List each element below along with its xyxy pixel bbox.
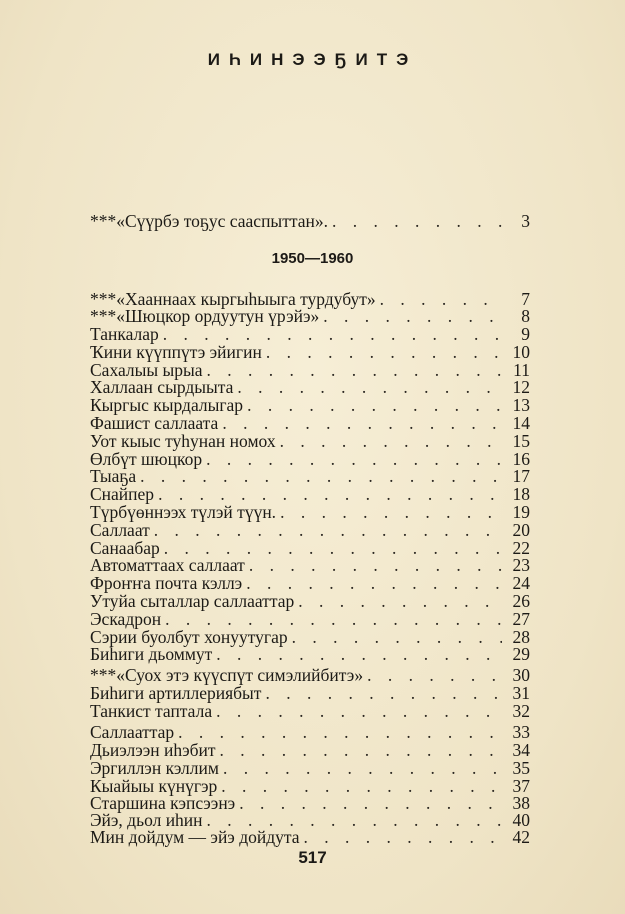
toc-entry-label: Уот кыыс туһунан номох <box>90 431 276 451</box>
toc-entry-page: 16 <box>512 449 530 469</box>
toc-entry-page: 34 <box>512 740 530 760</box>
leader-dots <box>150 521 502 539</box>
toc-entry-label: ***«Сүүрбэ тоҕус сааспыттан». <box>90 211 328 231</box>
leader-dots <box>219 759 502 777</box>
toc-entry <box>90 396 530 414</box>
toc-entry-label: Саллаат <box>90 520 150 540</box>
toc-entry-label: Мин дойдум — эйэ дойдута <box>90 827 300 847</box>
leader-dots <box>294 592 502 610</box>
toc-entry <box>90 521 530 539</box>
leader-dots <box>161 610 502 628</box>
leader-dots <box>276 503 502 521</box>
toc-entry-label: Утуйа сыталлар саллааттар <box>90 591 295 611</box>
toc-entry-label: Эргиллэн кэллим <box>90 758 219 778</box>
toc-entry-label: ***«Суох этэ күүспүт симэлийбитэ» <box>90 665 364 685</box>
toc-entry-label: Түрбүөннээх түлэй түүн. <box>90 502 277 522</box>
toc-entry-page: 23 <box>512 555 530 575</box>
toc-entry <box>90 343 530 361</box>
toc-entry <box>90 828 530 846</box>
toc-entry-page: 17 <box>512 466 530 486</box>
leader-dots <box>216 741 502 759</box>
toc-entry-page: 7 <box>521 289 530 309</box>
toc-entry <box>90 450 530 468</box>
toc-entry <box>90 759 530 777</box>
toc-entry <box>90 592 530 610</box>
toc-entry-page: 3 <box>521 211 530 231</box>
toc-entry-page: 30 <box>512 665 530 685</box>
toc-entry <box>90 610 530 628</box>
toc-entry-page: 32 <box>512 701 530 721</box>
leader-dots <box>212 702 502 720</box>
toc-entry-label: Фроҥҥа почта кэллэ <box>90 573 243 593</box>
toc-entry-page: 27 <box>512 609 530 629</box>
toc-entry-label: Санаабар <box>90 538 160 558</box>
toc-entry-label: Танкалар <box>90 324 159 344</box>
toc-entry-label: Дьиэлээн иһэбит <box>90 740 216 760</box>
toc-entry-page: 33 <box>512 722 530 742</box>
toc-entry-page: 35 <box>512 758 530 778</box>
toc-entry-page: 11 <box>513 360 530 380</box>
leader-dots <box>319 307 502 325</box>
toc-entry-page: 37 <box>512 776 530 796</box>
leader-dots <box>262 343 502 361</box>
page-title: ИҺИНЭЭҔИТЭ <box>207 50 418 69</box>
toc-entry-intro <box>90 212 530 230</box>
leader-dots <box>136 467 502 485</box>
leader-dots <box>242 574 502 592</box>
toc-entry <box>90 741 530 759</box>
leader-dots <box>235 794 502 812</box>
toc-entry <box>90 378 530 396</box>
toc-entry-label: Сахалыы ырыа <box>90 360 203 380</box>
toc-entry-page: 40 <box>512 810 530 830</box>
leader-dots <box>212 645 502 663</box>
leader-dots <box>233 378 502 396</box>
toc-entry <box>90 556 530 574</box>
toc-entry-label: Кыргыс кырдалыгар <box>90 395 244 415</box>
toc-entry-label: Кыайыы күнүгэр <box>90 776 218 796</box>
toc-entry-label: Халлаан сырдыыта <box>90 377 234 397</box>
toc-entry <box>90 723 530 741</box>
toc-entry-page: 15 <box>512 431 530 451</box>
leader-dots <box>276 432 502 450</box>
toc-entry-label: ***«Хааннаах кыргыһыыга турдубут» <box>90 289 376 309</box>
toc-entry-page: 20 <box>512 520 530 540</box>
toc-entry <box>90 645 530 663</box>
toc-entry-label: ***«Шюцкор ордуутун үрэйэ» <box>90 306 320 326</box>
leader-dots <box>217 777 502 795</box>
leader-dots <box>218 414 502 432</box>
page-number: 517 <box>298 848 327 867</box>
leader-dots <box>159 325 502 343</box>
leader-dots <box>202 450 502 468</box>
leader-dots <box>300 828 503 846</box>
toc-entry-label: Фашист саллаата <box>90 413 219 433</box>
toc-entry-label: Снайпер <box>90 484 155 504</box>
toc-entry-label: Өлбүт шюцкор <box>90 449 203 469</box>
toc-entry-label: Эскадрон <box>90 609 162 629</box>
toc-entry <box>90 684 530 702</box>
leader-dots <box>288 628 502 646</box>
toc-entry-page: 31 <box>512 683 530 703</box>
leader-dots <box>261 684 502 702</box>
toc-entry <box>90 574 530 592</box>
toc-entry-page: 18 <box>512 484 530 504</box>
section-heading: 1950—1960 <box>271 250 354 267</box>
leader-dots <box>154 485 502 503</box>
toc-entry-page: 42 <box>512 827 530 847</box>
toc-entry <box>90 702 530 720</box>
leader-dots <box>203 361 502 379</box>
toc-entry-label: Тыаҕа <box>90 466 137 486</box>
toc-entry-label: Танкист таптала <box>90 701 213 721</box>
toc-entry-page: 13 <box>512 395 530 415</box>
toc-entry-page: 14 <box>512 413 530 433</box>
toc-entry-page: 8 <box>521 306 530 326</box>
toc-entry-label: Старшина кэпсээнэ <box>90 793 236 813</box>
toc-entry-page: 26 <box>512 591 530 611</box>
toc-entry-label: Автоматтаах саллаат <box>90 555 245 575</box>
toc-entry-label: Биһиги артиллериябыт <box>90 683 262 703</box>
toc-entry-label: Сэрии буолбут хонуутугар <box>90 627 288 647</box>
leader-dots <box>243 396 502 414</box>
toc-entry-page: 24 <box>512 573 530 593</box>
toc-entry <box>90 325 530 343</box>
toc-entry-label: Саллааттар <box>90 722 175 742</box>
toc-entry <box>90 666 530 684</box>
leader-dots <box>328 212 502 230</box>
toc-entry-page: 22 <box>512 538 530 558</box>
toc-entry <box>90 485 530 503</box>
leader-dots <box>245 556 502 574</box>
toc-entry-page: 28 <box>512 627 530 647</box>
toc-entry-label: Биһиги дьоммут <box>90 644 213 664</box>
toc-entry <box>90 307 530 325</box>
leader-dots <box>174 723 502 741</box>
toc-entry <box>90 467 530 485</box>
toc-entry-page: 12 <box>512 377 530 397</box>
toc-entry-label: Эйэ, дьол иһин <box>90 810 203 830</box>
leader-dots <box>376 290 502 308</box>
toc-entry <box>90 414 530 432</box>
toc-entry <box>90 432 530 450</box>
toc-entry-page: 38 <box>512 793 530 813</box>
toc-entry-page: 19 <box>512 502 530 522</box>
leader-dots <box>363 666 502 684</box>
toc-entry-page: 10 <box>512 342 530 362</box>
toc-entry <box>90 503 530 521</box>
toc-entry-page: 9 <box>521 324 530 344</box>
toc-entry-label: Ҡини күүппүтэ эйигин <box>90 342 262 362</box>
toc-entry-page: 29 <box>512 644 530 664</box>
